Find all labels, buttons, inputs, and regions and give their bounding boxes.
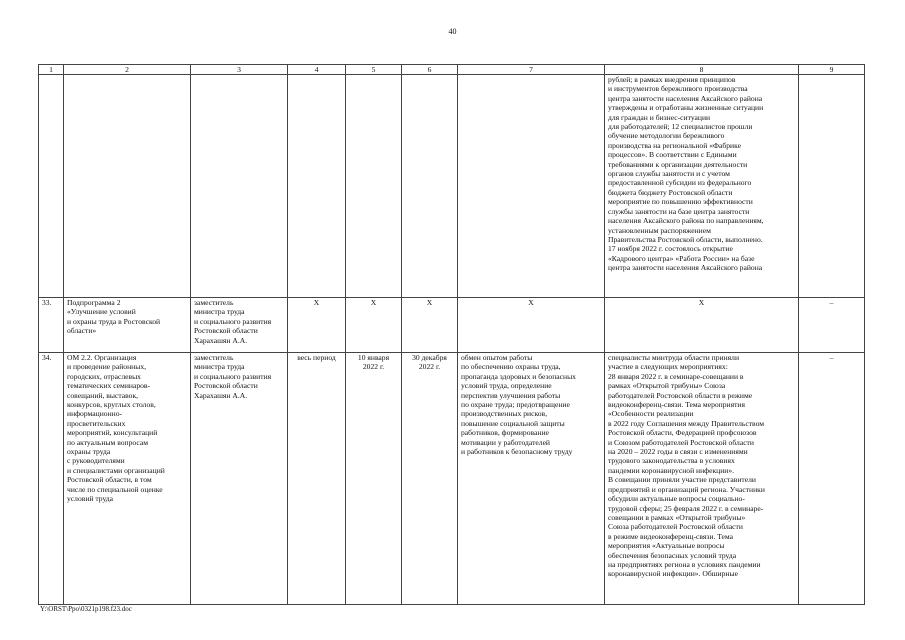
- activity-name-cell: [64, 353, 191, 605]
- text-line: для работодателей; 12 специалистов прошли: [608, 122, 753, 132]
- header-cell: 7: [458, 65, 605, 75]
- row-number: 33.: [39, 298, 64, 353]
- text-line: ОМ 2.2. Организация: [67, 353, 137, 362]
- start-date-cell: [346, 353, 402, 605]
- text-line: 28 января 2022 г. в семинаре-совещании в: [608, 371, 744, 381]
- text-line: 2022 г.: [362, 362, 385, 372]
- text-line: работников, формирование: [461, 428, 549, 438]
- text-line: 17 ноября 2022 г. состоялось открытие: [608, 244, 733, 254]
- note-cell: –: [799, 298, 865, 353]
- report-table: [38, 64, 865, 605]
- text-line: центра занятости населения Аксайского района: [608, 93, 763, 103]
- text-line: службы занятости на базе центра занятости: [608, 206, 750, 216]
- text-line: рамках «Открытой трибуны» Союза: [608, 381, 726, 391]
- text-line: министра труда: [194, 307, 245, 317]
- text-line: Союза работодателей Ростовской области: [608, 522, 743, 532]
- text-line: совещании в рамках «Открытой трибуны»: [608, 512, 746, 522]
- text-line: мероприятие по повышению эффективности: [608, 197, 753, 207]
- text-line: Правительства Ростовской области, выполнено.: [608, 234, 763, 244]
- start-date-cell: X: [346, 298, 402, 353]
- row-number: 34.: [39, 353, 64, 605]
- text-line: области»: [67, 326, 97, 336]
- responsible-cell: [191, 353, 288, 605]
- text-line: по охране труда; предотвращение: [461, 400, 570, 410]
- text-line: трудовой сферы; 25 февраля 2022 г. в семинаре-: [608, 503, 764, 513]
- expected-result-cell: [458, 353, 605, 605]
- text-line: и специалистами организаций: [67, 465, 165, 475]
- text-line: мероприятий, консультаций: [67, 428, 158, 438]
- text-line: трудового законодательства в условиях: [608, 456, 735, 466]
- text-line: В совещании приняли участие представители: [608, 475, 756, 485]
- text-line: 10 января: [357, 353, 390, 362]
- text-line: обмен опытом работы: [461, 353, 533, 362]
- header-cell: 9: [799, 65, 865, 75]
- expected-result-cell: X: [458, 298, 605, 353]
- text-line: условий труда, определение: [461, 381, 552, 391]
- actual-result-cell: X: [605, 298, 799, 353]
- text-line: населения Аксайского района по направлениям,: [608, 216, 764, 226]
- text-line: пропаганда здоровых и безопасных: [461, 371, 576, 381]
- text-line: 2022 г.: [418, 362, 441, 372]
- text-line: Ростовской области: [194, 326, 258, 336]
- actual-result-cell: [605, 353, 799, 605]
- text-line: предприятий и организаций региона. Участники: [608, 484, 765, 494]
- text-line: на 2020 – 2022 годы в связи с изменениями: [608, 447, 748, 457]
- text-line: и проведение районных,: [67, 362, 147, 372]
- text-line: в режиме видеоконференц-связи. Тема: [608, 531, 734, 541]
- text-line: городских, отраслевых: [67, 371, 141, 381]
- end-date-cell: [402, 353, 458, 605]
- responsible-cell: [191, 298, 288, 353]
- text-line: обучение методологии бережливого: [608, 131, 725, 141]
- text-line: для граждан и бизнес-ситуации: [608, 112, 711, 122]
- text-line: требованиями к организации деятельности: [608, 159, 748, 169]
- text-line: перспектив улучшения работы: [461, 390, 561, 400]
- text-line: Харахашян А.А.: [194, 390, 248, 400]
- header-cell: 6: [402, 65, 458, 75]
- header-cell: 2: [64, 65, 191, 75]
- text-line: и социального развития: [194, 371, 272, 381]
- text-line: совещаний, выставок,: [67, 390, 139, 400]
- text-line: производства на региональной «Фабрике: [608, 140, 741, 150]
- text-line: специалисты минтруда области приняли: [608, 353, 740, 362]
- text-line: условий труда: [67, 494, 114, 504]
- text-line: коронавирусной инфекции». Обширные: [608, 569, 738, 579]
- text-line: и инструментов бережливого производства: [608, 84, 748, 94]
- text-line: на предприятиях региона в условиях пандемии: [608, 559, 761, 569]
- text-line: в 2022 году Соглашения между Правительством: [608, 418, 765, 428]
- text-line: просветительских: [67, 418, 126, 428]
- text-line: утверждены и отработаны жизненные ситуации: [608, 103, 764, 113]
- header-cell: 8: [605, 65, 799, 75]
- text-line: установленным распоряжением: [608, 225, 711, 235]
- text-line: мероприятия «Актуальные вопросы: [608, 541, 725, 551]
- text-line: Ростовской области, в том: [67, 475, 152, 485]
- text-line: участие в следующих мероприятиях:: [608, 362, 728, 372]
- text-line: органов службы занятости и с учетом: [608, 169, 730, 179]
- period-cell: весь период: [288, 353, 346, 605]
- table-row-continuation: [39, 75, 865, 298]
- text-line: и охраны труда в Ростовской: [67, 316, 161, 326]
- header-cell: 1: [39, 65, 64, 75]
- text-line: и Союзом работодателей Ростовской области: [608, 437, 754, 447]
- text-line: мотивации у работодателей: [461, 437, 550, 447]
- text-line: работодателей Ростовской области в режиме: [608, 390, 753, 400]
- text-line: производственных рисков,: [461, 409, 548, 419]
- text-line: видеоконференц-связи. Тема мероприятия: [608, 400, 745, 410]
- program-name-cell: [64, 298, 191, 353]
- result-text-cell: [605, 75, 799, 298]
- text-line: Харахашян А.А.: [194, 335, 248, 345]
- text-line: и работников к безопасному труду: [461, 447, 573, 457]
- text-line: 30 декабря: [412, 353, 447, 362]
- text-line: «Кадрового центра» «Работа России» на базе: [608, 253, 755, 263]
- header-cell: 3: [191, 65, 288, 75]
- text-line: Ростовской области: [194, 381, 258, 391]
- header-row: [39, 65, 865, 75]
- text-line: информационно-: [67, 409, 123, 419]
- text-line: пандемии коронавирусной инфекции».: [608, 465, 735, 475]
- text-line: обеспечения безопасных условий труда: [608, 550, 737, 560]
- text-line: заместитель: [194, 298, 234, 307]
- text-line: «Особенности реализации: [608, 409, 694, 419]
- end-date-cell: X: [402, 298, 458, 353]
- text-line: и социального развития: [194, 316, 272, 326]
- period-cell: X: [288, 298, 346, 353]
- text-line: рублей; в рамках внедрения принципов: [608, 75, 736, 84]
- header-cell: 5: [346, 65, 402, 75]
- text-line: Ростовской области, Федерацией профсоюзов: [608, 428, 757, 438]
- text-line: по обеспечению охраны труда,: [461, 362, 561, 372]
- text-line: конкурсов, круглых столов,: [67, 400, 156, 410]
- text-line: обсудили актуальные вопросы социально-: [608, 494, 745, 504]
- text-line: с руководителями: [67, 456, 125, 466]
- text-line: числе по специальной оценке: [67, 484, 163, 494]
- text-line: бюджета бюджету Ростовской области: [608, 187, 733, 197]
- table-row-34: [39, 353, 865, 605]
- text-line: министра труда: [194, 362, 245, 372]
- text-line: охраны труда: [67, 447, 111, 457]
- text-line: предоставленной субсидии из федерального: [608, 178, 752, 188]
- text-line: повышение социальной защиты: [461, 418, 565, 428]
- text-line: тематических семинаров-: [67, 381, 151, 391]
- note-cell: –: [799, 353, 865, 605]
- table-row-33: [39, 298, 865, 353]
- text-line: процессов». В соответствии с Едиными: [608, 150, 737, 160]
- text-line: Подпрограмма 2: [67, 298, 121, 307]
- page-number: 40: [448, 27, 457, 36]
- text-line: по актуальным вопросам: [67, 437, 149, 447]
- header-cell: 4: [288, 65, 346, 75]
- file-path-footer: Y:\ORST\Ppo\0321p198.f23.doc: [40, 605, 132, 613]
- text-line: «Улучшение условий: [67, 307, 136, 317]
- text-line: центра занятости населения Аксайского района: [608, 263, 763, 273]
- text-line: заместитель: [194, 353, 234, 362]
